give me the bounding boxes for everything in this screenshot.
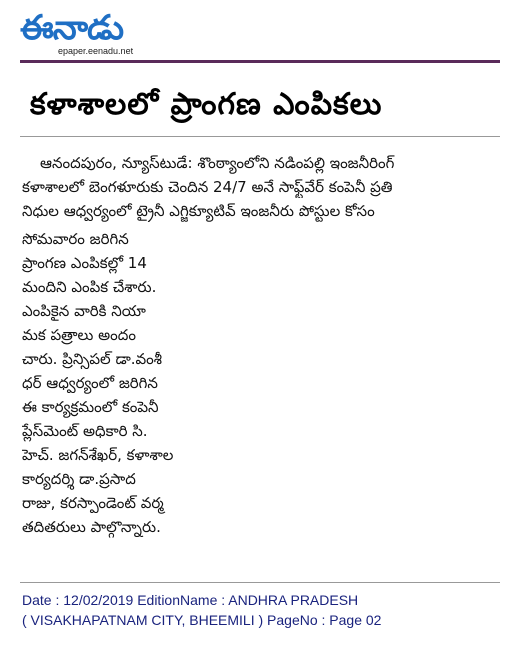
column-line: ఈ కార్యక్రమంలో కంపెనీ (22, 398, 159, 416)
masthead (20, 8, 160, 58)
column-line: ప్రాంగణ ఎంపికల్లో 14 (22, 254, 147, 272)
column-line: ప్లేస్‌మెంట్ అధికారి సి. (22, 422, 148, 440)
lead-line: నిధుల ఆధ్వర్యంలో ట్రైనీ ఎగ్జిక్యూటివ్ ఇంజనీరు పోస్టుల కోసం (22, 202, 375, 220)
column-line: మందిని ఎంపిక చేశారు. (22, 278, 157, 296)
column-line: సోమవారం జరిగిన (22, 230, 129, 248)
footer-rule (20, 582, 500, 583)
column-line: కార్యదర్శి డా.ప్రసాద (22, 470, 136, 488)
column-line: మక పత్రాలు అందం (22, 326, 136, 344)
masthead-url: epaper.eenadu.net (58, 46, 134, 56)
eenadu-logo: ఈనాడు (20, 8, 124, 48)
column-line: ఎంపికైన వారికి నియా (22, 302, 146, 320)
headline-rule (20, 136, 500, 137)
lead-line: కళాశాలలో బెంగళూరుకు చెందిన 24/7 అనే సాఫ్ట్‌వేర్ కంపెనీ ప్రతి (22, 178, 393, 196)
article-headline: కళాశాలలో ప్రాంగణ ఎంపికలు (30, 87, 383, 122)
masthead-rule (20, 60, 500, 63)
column-line: హెచ్. జగన్‌శేఖర్, కళాశాల (22, 446, 174, 464)
edition-info-line1: Date : 12/02/2019 EditionName : ANDHRA PRADESH (22, 592, 359, 608)
column-line: తదితరులు పాల్గొన్నారు. (22, 518, 161, 536)
column-line: ధర్ ఆధ్వర్యంలో జరిగిన (22, 374, 158, 392)
column-line: రాజు, కరస్పాండెంట్ వర్మ (22, 494, 164, 512)
edition-info-line2: ( VISAKHAPATNAM CITY, BHEEMILI ) PageNo : Page 02 (22, 612, 382, 628)
column-line: చారు. ప్రిన్సిపల్ డా.వంశీ (22, 350, 163, 368)
lead-line: ఆనందపురం, న్యూస్‌టుడే: శొంఠ్యాంలోని నడింపల్లి ఇంజనీరింగ్ (40, 154, 395, 172)
